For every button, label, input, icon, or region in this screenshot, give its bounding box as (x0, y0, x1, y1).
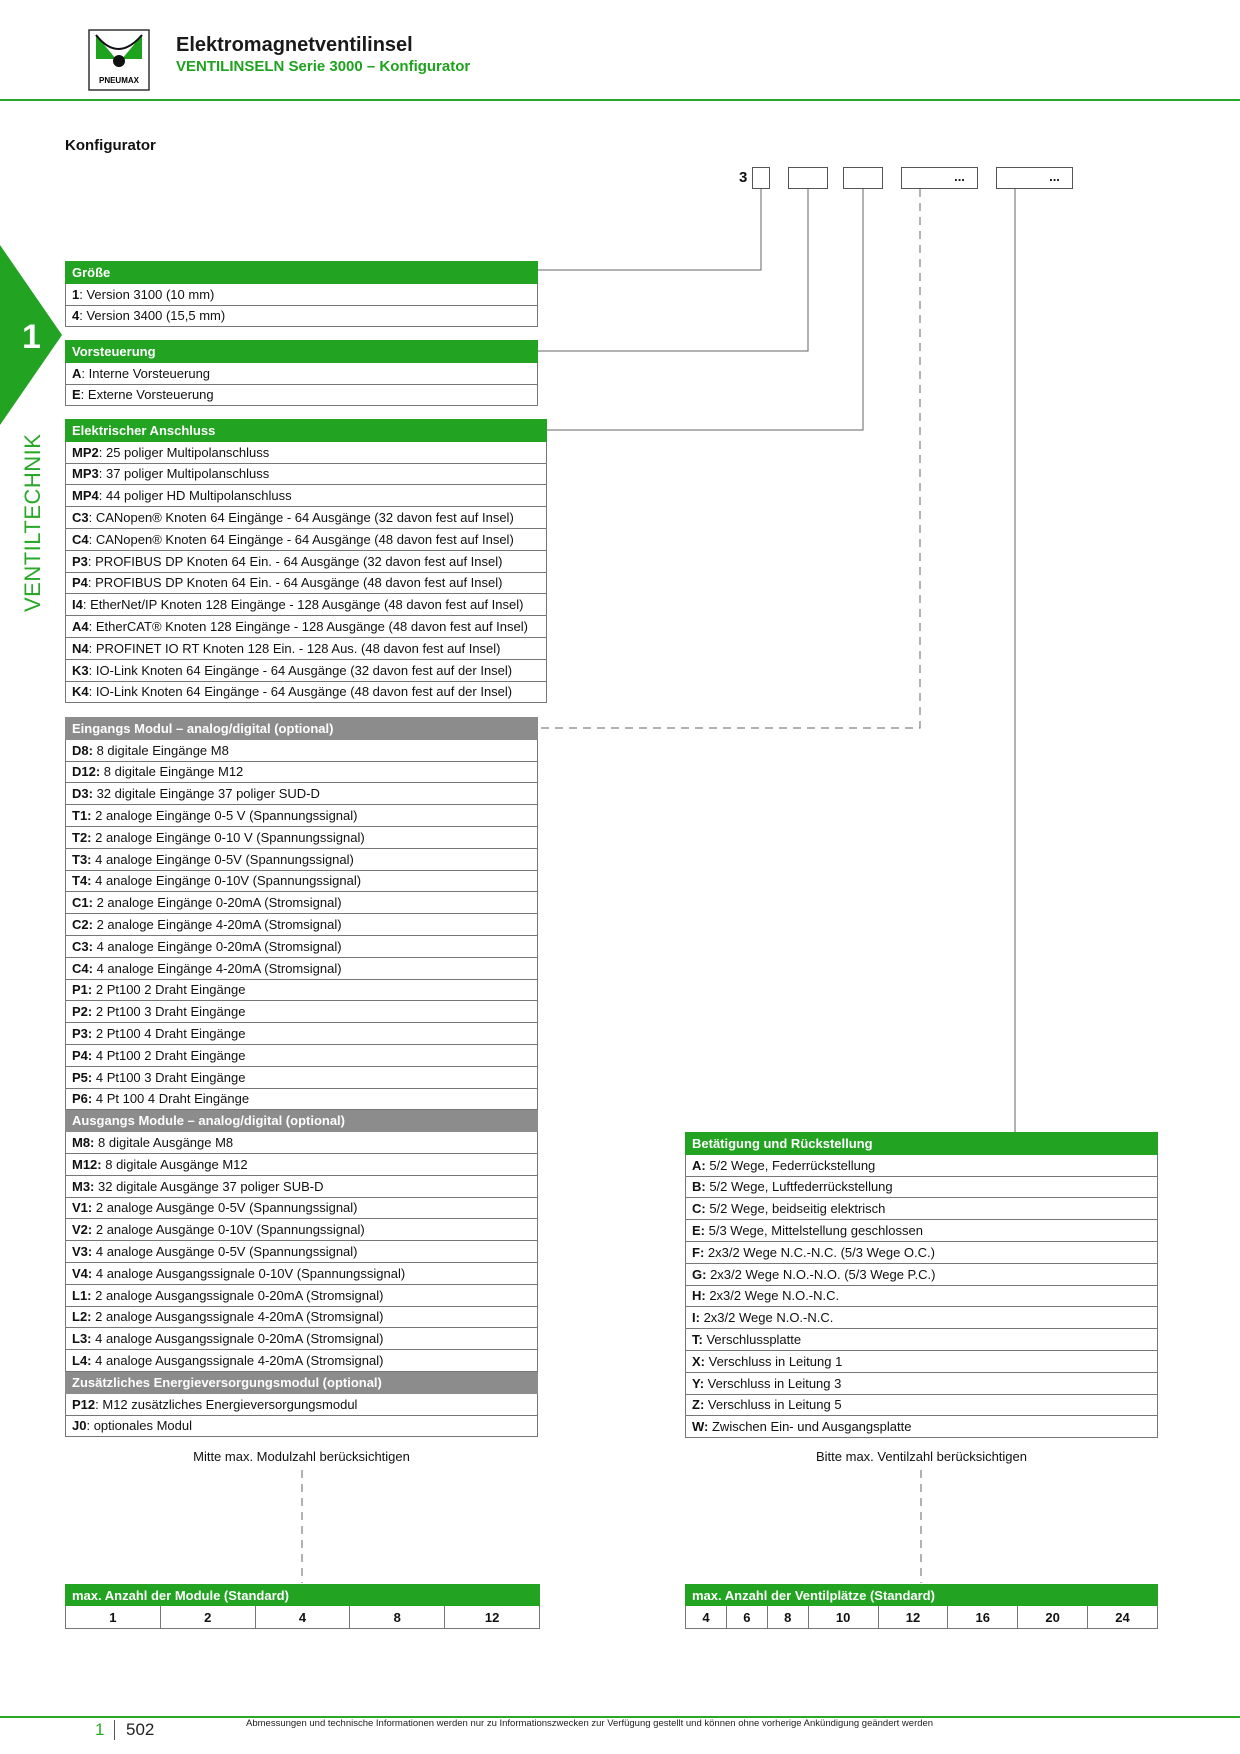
page-title: Elektromagnetventilinsel (176, 34, 413, 56)
actuation-table (685, 1132, 1158, 1438)
table-row: P4: PROFIBUS DP Knoten 64 Ein. - 64 Ausgänge (48 davon fest auf Insel) (66, 572, 547, 594)
table-row: T3: 4 analoge Eingänge 0-5V (Spannungssignal) (66, 848, 538, 870)
max-modules-title: max. Anzahl der Module (Standard) (66, 1585, 540, 1606)
table-row: 1: Version 3100 (10 mm) (66, 283, 538, 305)
max-modules-value: 12 (445, 1606, 540, 1629)
size-table (65, 261, 538, 327)
table-row: T2: 2 analoge Eingänge 0-10 V (Spannungssignal) (66, 826, 538, 848)
max-modules-value: 1 (66, 1606, 161, 1629)
code-box-modules: ... (901, 167, 978, 189)
table-row: X: Verschluss in Leitung 1 (686, 1350, 1158, 1372)
logo-text: PNEUMAX (98, 76, 140, 85)
actuation-title: Betätigung und Rückstellung (686, 1133, 1158, 1155)
table-row: K4: IO-Link Knoten 64 Eingänge - 64 Ausgänge (48 davon fest auf der Insel) (66, 681, 547, 703)
table-row: N4: PROFINET IO RT Knoten 128 Ein. - 128 Aus. (48 davon fest auf Insel) (66, 637, 547, 659)
table-row: V1: 2 analoge Ausgänge 0-5V (Spannungssignal) (66, 1197, 538, 1219)
table-row: G: 2x3/2 Wege N.O.-N.O. (5/3 Wege P.C.) (686, 1263, 1158, 1285)
table-row: Z: Verschluss in Leitung 5 (686, 1394, 1158, 1416)
table-row: K3: IO-Link Knoten 64 Eingänge - 64 Ausgänge (32 davon fest auf der Insel) (66, 659, 547, 681)
table-row: L2: 2 analoge Ausgangssignale 4-20mA (Stromsignal) (66, 1306, 538, 1328)
connection-table (65, 419, 547, 703)
pilot-table (65, 340, 538, 406)
footer-chapter: 1 (95, 1720, 105, 1739)
table-row: B: 5/2 Wege, Luftfederrückstellung (686, 1176, 1158, 1198)
max-modules-table (65, 1584, 540, 1629)
chapter-label: VENTILTECHNIK (20, 433, 45, 612)
page-subtitle: VENTILINSELN Serie 3000 – Konfigurator (176, 58, 471, 75)
table-row: P3: PROFIBUS DP Knoten 64 Ein. - 64 Ausgänge (32 davon fest auf Insel) (66, 550, 547, 572)
table-row: F: 2x3/2 Wege N.C.-N.C. (5/3 Wege O.C.) (686, 1241, 1158, 1263)
table-row: D12: 8 digitale Eingänge M12 (66, 761, 538, 783)
table-row: P6: 4 Pt 100 4 Draht Eingänge (66, 1088, 538, 1110)
max-valves-title: max. Anzahl der Ventilplätze (Standard) (686, 1585, 1158, 1606)
connection-title: Elektrischer Anschluss (66, 420, 547, 442)
table-row: MP2: 25 poliger Multipolanschluss (66, 441, 547, 463)
table-row: T4: 4 analoge Eingänge 0-10V (Spannungssignal) (66, 870, 538, 892)
table-row: P4: 4 Pt100 2 Draht Eingänge (66, 1044, 538, 1066)
module-table (65, 717, 538, 1437)
size-title: Größe (66, 262, 538, 284)
output-module-title: Ausgangs Module – analog/digital (optional) (66, 1110, 538, 1132)
table-row: P5: 4 Pt100 3 Draht Eingänge (66, 1066, 538, 1088)
max-valves-value: 4 (686, 1606, 727, 1629)
table-row: P2: 2 Pt100 3 Draht Eingänge (66, 1001, 538, 1023)
input-module-title: Eingangs Modul – analog/digital (optional) (66, 718, 538, 740)
max-valves-value: 10 (808, 1606, 878, 1629)
footer-disclaimer: Abmessungen und technische Informationen werden nur zu Informationszwecken zur Verfügung gestellt und können ohne vorherige Ankündigung geändert werden (246, 1718, 934, 1729)
module-note: Mitte max. Modulzahl berücksichtigen (193, 1449, 410, 1464)
max-valves-value: 16 (948, 1606, 1018, 1629)
max-valves-value: 12 (878, 1606, 948, 1629)
table-row: V3: 4 analoge Ausgänge 0-5V (Spannungssignal) (66, 1241, 538, 1263)
valve-note: Bitte max. Ventilzahl berücksichtigen (816, 1449, 1027, 1464)
table-row: MP4: 44 poliger HD Multipolanschluss (66, 485, 547, 507)
table-row: M8: 8 digitale Ausgänge M8 (66, 1132, 538, 1154)
max-valves-value: 6 (726, 1606, 767, 1629)
table-row: T: Verschlussplatte (686, 1329, 1158, 1351)
table-row: C3: CANopen® Knoten 64 Eingänge - 64 Ausgänge (32 davon fest auf Insel) (66, 507, 547, 529)
table-row: L3: 4 analoge Ausgangssignale 0-20mA (Stromsignal) (66, 1328, 538, 1350)
max-modules-value: 8 (350, 1606, 445, 1629)
table-row: P12: M12 zusätzliches Energieversorgungsmodul (66, 1393, 538, 1415)
table-row: E: Externe Vorsteuerung (66, 384, 538, 406)
table-row: MP3: 37 poliger Multipolanschluss (66, 463, 547, 485)
table-row: A4: EtherCAT® Knoten 128 Eingänge - 128 Ausgänge (48 davon fest auf Insel) (66, 616, 547, 638)
table-row: P1: 2 Pt100 2 Draht Eingänge (66, 979, 538, 1001)
table-row: T1: 2 analoge Eingänge 0-5 V (Spannungssignal) (66, 805, 538, 827)
code-box-valves: ... (996, 167, 1073, 189)
energy-module-title: Zusätzliches Energieversorgungsmodul (optional) (66, 1371, 538, 1393)
table-row: M12: 8 digitale Ausgänge M12 (66, 1153, 538, 1175)
pilot-title: Vorsteuerung (66, 341, 538, 363)
table-row: D8: 8 digitale Eingänge M8 (66, 739, 538, 761)
table-row: A: Interne Vorsteuerung (66, 362, 538, 384)
table-row: V4: 4 analoge Ausgangssignale 0-10V (Spannungssignal) (66, 1262, 538, 1284)
max-valves-value: 8 (767, 1606, 808, 1629)
table-row: Y: Verschluss in Leitung 3 (686, 1372, 1158, 1394)
max-modules-value: 2 (160, 1606, 255, 1629)
table-row: C4: 4 analoge Eingänge 4-20mA (Stromsignal) (66, 957, 538, 979)
page-number: 502 (126, 1720, 155, 1739)
chapter-number: 1 (22, 318, 41, 356)
table-row: C3: 4 analoge Eingänge 0-20mA (Stromsignal) (66, 935, 538, 957)
table-row: P3: 2 Pt100 4 Draht Eingänge (66, 1023, 538, 1045)
table-row: L4: 4 analoge Ausgangssignale 4-20mA (Stromsignal) (66, 1350, 538, 1372)
max-modules-value: 4 (255, 1606, 350, 1629)
table-row: V2: 2 analoge Ausgänge 0-10V (Spannungssignal) (66, 1219, 538, 1241)
table-row: W: Zwischen Ein- und Ausgangsplatte (686, 1416, 1158, 1438)
footer-separator (114, 1720, 115, 1740)
table-row: 4: Version 3400 (15,5 mm) (66, 305, 538, 327)
code-prefix: 3 (739, 169, 748, 186)
table-row: D3: 32 digitale Eingänge 37 poliger SUD-D (66, 783, 538, 805)
table-row: C4: CANopen® Knoten 64 Eingänge - 64 Ausgänge (48 davon fest auf Insel) (66, 528, 547, 550)
table-row: I4: EtherNet/IP Knoten 128 Eingänge - 128 Ausgänge (48 davon fest auf Insel) (66, 594, 547, 616)
section-title: Konfigurator (65, 137, 156, 154)
table-row: C: 5/2 Wege, beidseitig elektrisch (686, 1198, 1158, 1220)
table-row: E: 5/3 Wege, Mittelstellung geschlossen (686, 1220, 1158, 1242)
max-valves-value: 24 (1088, 1606, 1158, 1629)
table-row: I: 2x3/2 Wege N.O.-N.C. (686, 1307, 1158, 1329)
max-valves-table (685, 1584, 1158, 1629)
max-valves-value: 20 (1018, 1606, 1088, 1629)
table-row: A: 5/2 Wege, Federrückstellung (686, 1154, 1158, 1176)
table-row: C1: 2 analoge Eingänge 0-20mA (Stromsignal) (66, 892, 538, 914)
table-row: H: 2x3/2 Wege N.O.-N.C. (686, 1285, 1158, 1307)
table-row: J0: optionales Modul (66, 1415, 538, 1437)
table-row: C2: 2 analoge Eingänge 4-20mA (Stromsignal) (66, 914, 538, 936)
table-row: M3: 32 digitale Ausgänge 37 poliger SUB-D (66, 1175, 538, 1197)
table-row: L1: 2 analoge Ausgangssignale 0-20mA (Stromsignal) (66, 1284, 538, 1306)
